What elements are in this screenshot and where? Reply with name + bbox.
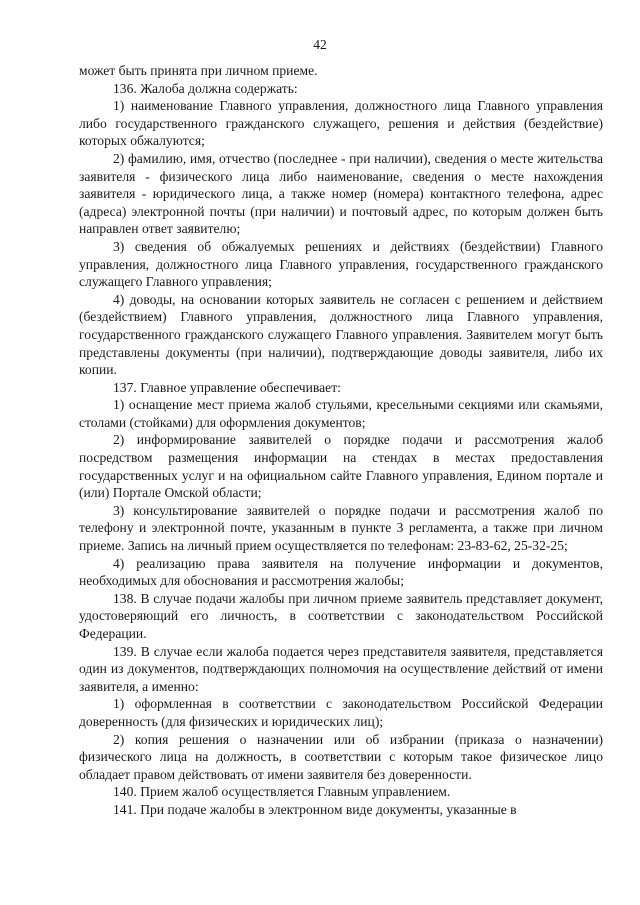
paragraph-139-item-2: 2) копия решения о назначении или об избрании (приказа о назначении) физического лица на должность, в соответствии с которым такое физическое лицо обладает правом действовать от имени заявителя без доверенности. — [79, 731, 603, 782]
paragraph-139: 139. В случае если жалоба подается через представителя заявителя, представляется один из документов, подтверждающих полномочия на осуществление действий от имени заявителя, а именно: — [79, 643, 603, 694]
paragraph-137: 137. Главное управление обеспечивает: — [113, 379, 341, 395]
paragraph-137-item-3: 3) консультирование заявителей о порядке подачи и рассмотрения жалоб по телефону и электронной почте, указанным в пункте 3 регламента, а также при личном приеме. Запись на личный прием осуществляется по телефонам: 23-83-62, 25-32-25; — [79, 502, 603, 554]
paragraph-136-item-1: 1) наименование Главного управления, должностного лица Главного управления либо государственного гражданского служащего, решения и действия (бездействие) которых обжалуются; — [79, 98, 603, 149]
page-number: 42 — [313, 37, 327, 52]
paragraph-136-item-2: 2) фамилию, имя, отчество (последнее - при наличии), сведения о месте жительства заявителя - физического лица либо наименование, сведения о месте нахождения заявителя - юридического лица, а также номер (номера) контактного телефона, адрес (адреса) электронной почты (при наличии) и почтовый адрес, по которым должен быть направлен ответ заявителю; — [79, 150, 603, 237]
paragraph-136-item-3: 3) сведения об обжалуемых решениях и действиях (бездействии) Главного управления, должностного лица Главного управления, государственного гражданского служащего Главного управления; — [79, 238, 603, 290]
paragraph-137-item-1: 1) оснащение мест приема жалоб стульями, кресельными секциями или скамьями, столами (стойками) для оформления документов; — [79, 397, 603, 430]
document-body — [79, 62, 603, 819]
paragraph-141: 141. При подаче жалобы в электронном виде документы, указанные в — [113, 801, 517, 817]
paragraph-137-item-4: 4) реализацию права заявителя на получение информации и документов, необходимых для обоснования и рассмотрения жалобы; — [79, 555, 603, 589]
paragraph-137-item-2: 2) информирование заявителей о порядке подачи и рассмотрения жалоб посредством размещения информации на стендах в местах предоставления государственных услуг и на официальном сайте Главного управления, Едином портале и (или) Портале Омской области; — [79, 432, 603, 501]
paragraph-138: 138. В случае подачи жалобы при личном приеме заявитель представляет документ, удостоверяющий его личность, в соответствии с законодательством Российской Федерации. — [79, 590, 603, 641]
paragraph-136-item-4: 4) доводы, на основании которых заявитель не согласен с решением и действием (бездействием) Главного управления, должностного лица Главного управления, государственного гражданского служащего Главного управления. Заявителем могут быть представлены документы (при наличии), подтверждающие доводы заявителя, либо их копии. — [79, 291, 603, 378]
paragraph-139-item-1: 1) оформленная в соответствии с законодательством Российской Федерации доверенность (для физических и юридических лиц); — [79, 696, 603, 729]
paragraph-continuation: может быть принята при личном приеме. — [79, 63, 318, 78]
paragraph-140: 140. Прием жалоб осуществляется Главным управлением. — [113, 784, 451, 800]
paragraph-136: 136. Жалоба должна содержать: — [113, 80, 298, 96]
